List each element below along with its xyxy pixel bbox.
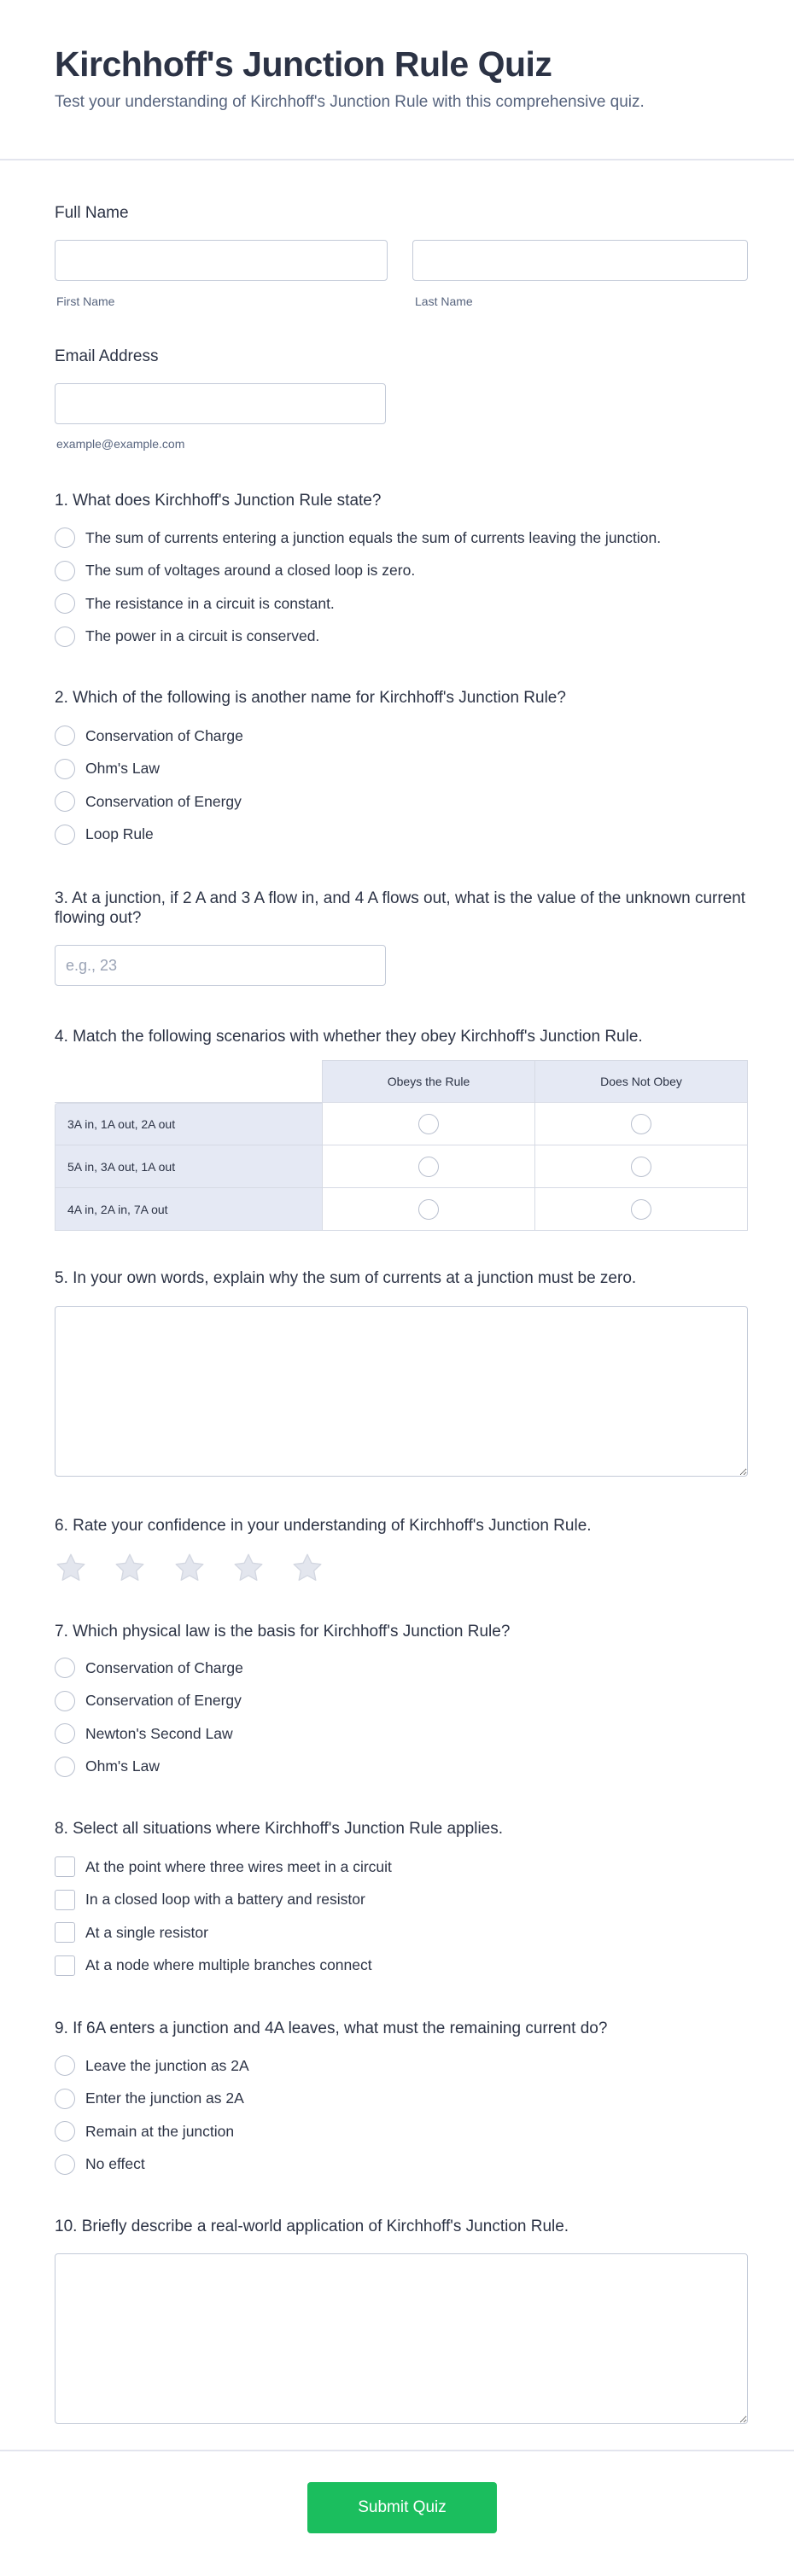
q2-text: 2. Which of the following is another name for Kirchhoff's Junction Rule? bbox=[55, 689, 566, 707]
radio-button[interactable] bbox=[55, 593, 75, 614]
option-label: In a closed loop with a battery and resistor bbox=[85, 1891, 365, 1908]
option-label: Ohm's Law bbox=[85, 1757, 160, 1775]
radio-button[interactable] bbox=[55, 1723, 75, 1744]
q1-option[interactable] bbox=[55, 560, 415, 582]
matrix-row-label: 3A in, 1A out, 2A out bbox=[55, 1103, 323, 1145]
q9-text: 9. If 6A enters a junction and 4A leaves, what must the remaining current do? bbox=[55, 2019, 608, 2037]
last-name-input[interactable] bbox=[412, 240, 748, 281]
q7-option[interactable] bbox=[55, 1722, 233, 1745]
q1-option[interactable] bbox=[55, 626, 319, 648]
option-label: At a single resistor bbox=[85, 1923, 208, 1941]
full-name-label: Full Name bbox=[55, 204, 129, 222]
option-label: Remain at the junction bbox=[85, 2122, 235, 2140]
q2-option[interactable] bbox=[55, 725, 243, 747]
q7-option[interactable] bbox=[55, 1657, 243, 1679]
checkbox[interactable] bbox=[55, 1955, 75, 1976]
q2-option[interactable] bbox=[55, 790, 242, 813]
checkbox[interactable] bbox=[55, 1890, 75, 1910]
page-title: Kirchhoff's Junction Rule Quiz bbox=[55, 44, 552, 84]
q9-option[interactable] bbox=[55, 2088, 244, 2110]
radio-button[interactable] bbox=[55, 791, 75, 812]
option-label: Conservation of Energy bbox=[85, 1692, 242, 1709]
matrix-radio[interactable] bbox=[631, 1114, 651, 1134]
radio-button[interactable] bbox=[55, 1757, 75, 1777]
q10-text: 10. Briefly describe a real-world application of Kirchhoff's Junction Rule. bbox=[55, 2218, 569, 2235]
q8-option[interactable] bbox=[55, 1889, 365, 1911]
q7-text: 7. Which physical law is the basis for Kirchhoff's Junction Rule? bbox=[55, 1623, 511, 1641]
radio-button[interactable] bbox=[55, 726, 75, 746]
matrix-column-header: Obeys the Rule bbox=[323, 1060, 535, 1103]
option-label: The sum of currents entering a junction equals the sum of currents leaving the junction. bbox=[85, 528, 662, 546]
q1-text: 1. What does Kirchhoff's Junction Rule state? bbox=[55, 492, 382, 510]
footer-divider bbox=[0, 2450, 794, 2451]
option-label: Loop Rule bbox=[85, 825, 154, 842]
email-sublabel: example@example.com bbox=[56, 437, 185, 451]
star-rating-icon[interactable] bbox=[113, 1551, 147, 1585]
option-label: The resistance in a circuit is constant. bbox=[85, 594, 335, 612]
option-label: The sum of voltages around a closed loop is zero. bbox=[85, 562, 416, 579]
q10-answer-textarea[interactable] bbox=[55, 2253, 748, 2424]
matrix-row bbox=[55, 1103, 748, 1145]
matrix-radio[interactable] bbox=[631, 1199, 651, 1220]
q5-text: 5. In your own words, explain why the sum of currents at a junction must be zero. bbox=[55, 1269, 637, 1287]
radio-button[interactable] bbox=[55, 2154, 75, 2175]
option-label: Ohm's Law bbox=[85, 760, 160, 777]
radio-button[interactable] bbox=[55, 627, 75, 647]
q3-answer-input[interactable] bbox=[55, 945, 386, 986]
submit-quiz-button[interactable]: Submit Quiz bbox=[307, 2482, 497, 2533]
matrix-radio[interactable] bbox=[418, 1157, 439, 1177]
matrix-column-header: Does Not Obey bbox=[535, 1060, 748, 1103]
option-label: Conservation of Charge bbox=[85, 1658, 243, 1676]
email-input[interactable] bbox=[55, 383, 386, 424]
q7-option[interactable] bbox=[55, 1756, 160, 1778]
option-label: Leave the junction as 2A bbox=[85, 2056, 249, 2074]
option-label: Enter the junction as 2A bbox=[85, 2089, 244, 2107]
matrix-row-label: 4A in, 2A in, 7A out bbox=[55, 1188, 323, 1231]
page-subtitle: Test your understanding of Kirchhoff's Junction Rule with this comprehensive quiz. bbox=[55, 93, 645, 111]
first-name-sublabel: First Name bbox=[56, 294, 115, 308]
q2-option[interactable] bbox=[55, 824, 154, 846]
q4-matrix-table bbox=[55, 1060, 748, 1231]
matrix-row bbox=[55, 1188, 748, 1231]
header-divider bbox=[0, 159, 794, 160]
q5-answer-textarea[interactable] bbox=[55, 1306, 748, 1477]
email-label: Email Address bbox=[55, 347, 159, 365]
q9-option[interactable] bbox=[55, 2054, 249, 2077]
radio-button[interactable] bbox=[55, 561, 75, 581]
q1-option[interactable] bbox=[55, 527, 661, 549]
q4-text: 4. Match the following scenarios with whether they obey Kirchhoff's Junction Rule. bbox=[55, 1028, 643, 1046]
q7-option[interactable] bbox=[55, 1690, 242, 1712]
matrix-corner bbox=[55, 1060, 323, 1103]
radio-button[interactable] bbox=[55, 2121, 75, 2142]
checkbox[interactable] bbox=[55, 1856, 75, 1877]
option-label: No effect bbox=[85, 2155, 145, 2172]
checkbox[interactable] bbox=[55, 1922, 75, 1943]
q2-option[interactable] bbox=[55, 758, 160, 780]
option-label: Newton's Second Law bbox=[85, 1724, 233, 1742]
radio-button[interactable] bbox=[55, 759, 75, 779]
radio-button[interactable] bbox=[55, 2089, 75, 2109]
q8-option[interactable] bbox=[55, 1856, 392, 1878]
matrix-radio[interactable] bbox=[418, 1199, 439, 1220]
q9-option[interactable] bbox=[55, 2153, 145, 2176]
last-name-sublabel: Last Name bbox=[415, 294, 473, 308]
matrix-row bbox=[55, 1145, 748, 1188]
radio-button[interactable] bbox=[55, 527, 75, 548]
star-rating-icon[interactable] bbox=[172, 1551, 207, 1585]
matrix-radio[interactable] bbox=[418, 1114, 439, 1134]
option-label: The power in a circuit is conserved. bbox=[85, 627, 320, 644]
q8-option[interactable] bbox=[55, 1955, 372, 1977]
option-label: Conservation of Energy bbox=[85, 792, 242, 810]
q8-text: 8. Select all situations where Kirchhoff's Junction Rule applies. bbox=[55, 1820, 504, 1838]
star-rating-icon[interactable] bbox=[290, 1551, 324, 1585]
q9-option[interactable] bbox=[55, 2120, 234, 2142]
first-name-input[interactable] bbox=[55, 240, 388, 281]
q6-text: 6. Rate your confidence in your understanding of Kirchhoff's Junction Rule. bbox=[55, 1517, 592, 1535]
matrix-row-label: 5A in, 3A out, 1A out bbox=[55, 1145, 323, 1188]
radio-button[interactable] bbox=[55, 825, 75, 845]
q3-text: 3. At a junction, if 2 A and 3 A flow in, and 4 A flows out, what is the value of the unknown current flowing out? bbox=[55, 889, 746, 927]
radio-button[interactable] bbox=[55, 2055, 75, 2076]
radio-button[interactable] bbox=[55, 1658, 75, 1678]
option-label: Conservation of Charge bbox=[85, 726, 243, 744]
star-rating-icon[interactable] bbox=[231, 1551, 266, 1585]
radio-button[interactable] bbox=[55, 1691, 75, 1711]
matrix-radio[interactable] bbox=[631, 1157, 651, 1177]
star-rating-icon[interactable] bbox=[54, 1551, 88, 1585]
option-label: At a node where multiple branches connect bbox=[85, 1956, 372, 1973]
option-label: At the point where three wires meet in a circuit bbox=[85, 1857, 392, 1875]
q8-option[interactable] bbox=[55, 1921, 208, 1944]
q1-option[interactable] bbox=[55, 592, 335, 615]
